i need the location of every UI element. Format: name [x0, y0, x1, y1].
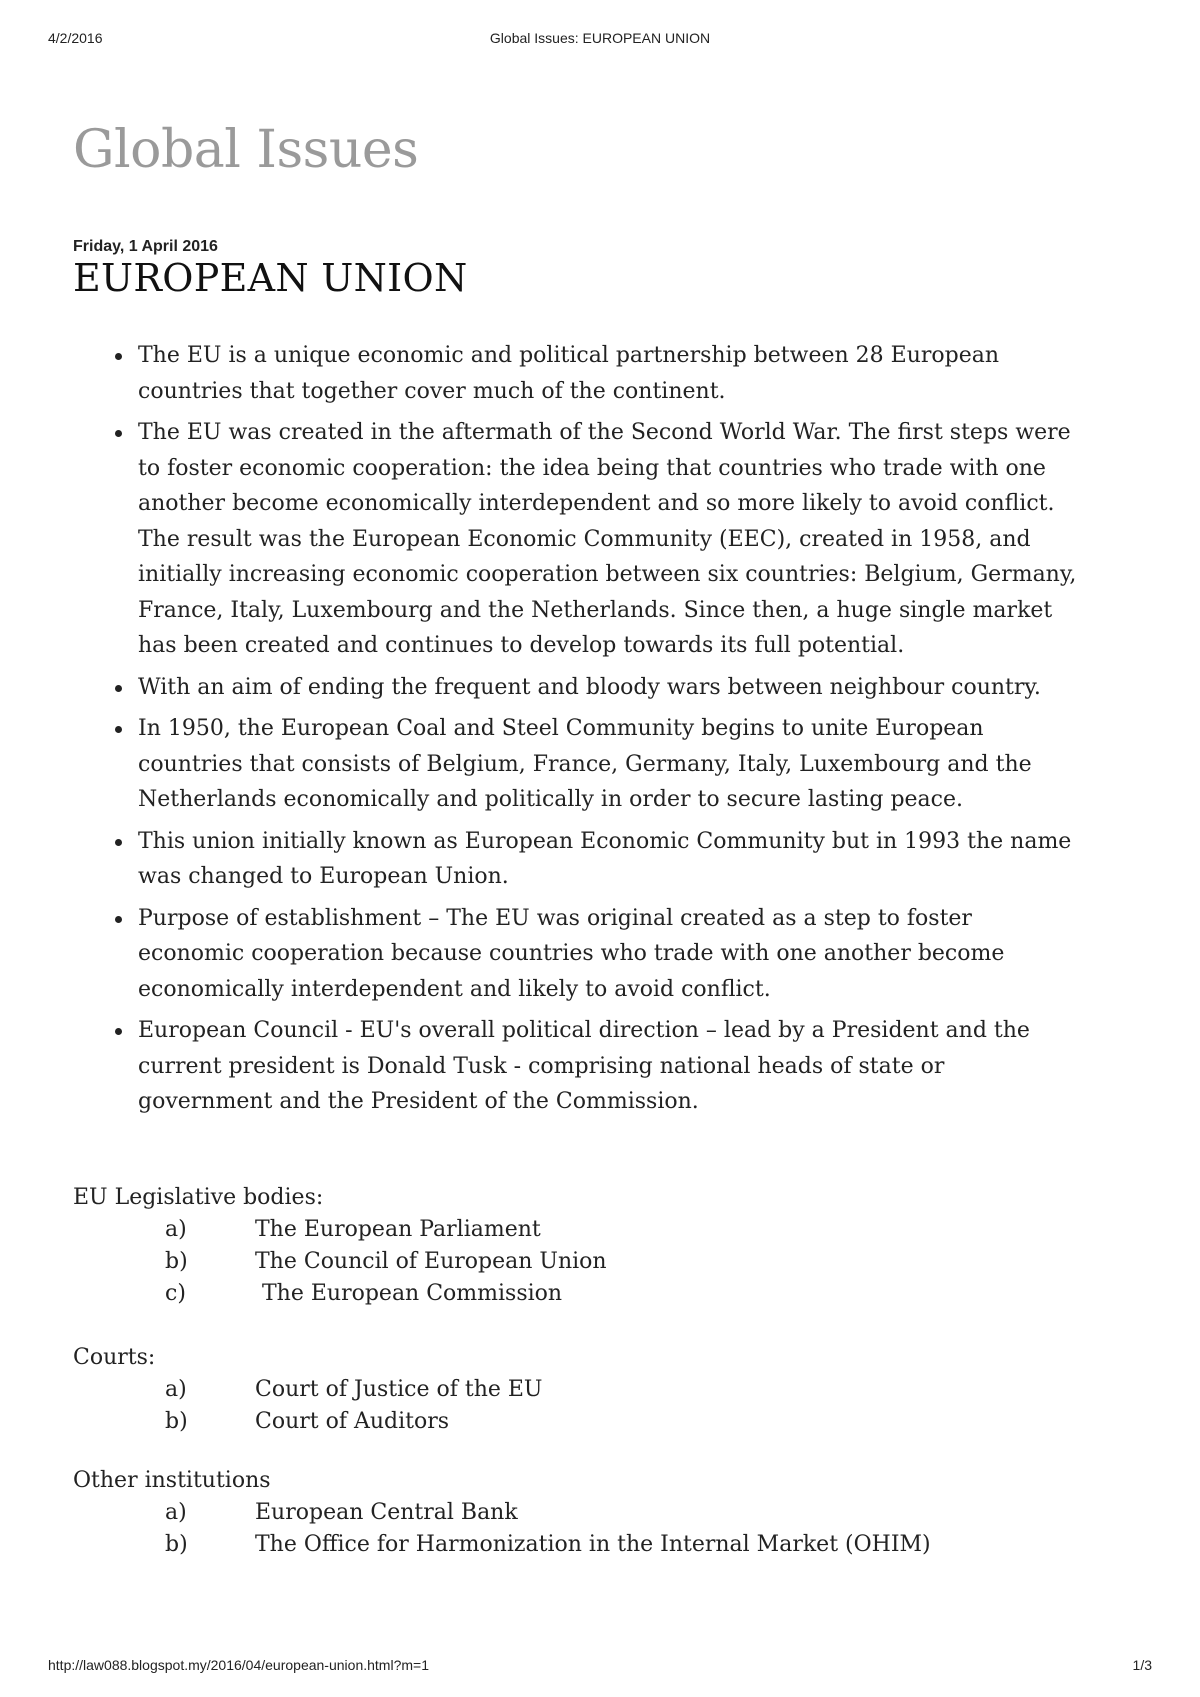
page-url[interactable]: http://law088.blogspot.my/2016/04/european-union.html?m=1 [48, 1657, 429, 1673]
page-number: 1/3 [1132, 1657, 1152, 1673]
courts-heading: Courts: [73, 1344, 156, 1370]
legislative-item [73, 1214, 1083, 1246]
legislative-item [73, 1246, 1083, 1278]
institution-item [73, 1529, 1083, 1561]
blog-title[interactable]: Global Issues [73, 120, 419, 180]
bullet-list [73, 338, 1083, 1120]
print-page-title: Global Issues: EUROPEAN UNION [489, 30, 711, 46]
item-marker: b) [165, 1408, 188, 1434]
legislative-bodies-section [73, 1182, 1083, 1310]
institution-item [73, 1497, 1083, 1529]
other-institutions-section [73, 1465, 1083, 1561]
item-text: Court of Justice of the EU [255, 1376, 543, 1402]
list-item [138, 338, 1083, 409]
court-item [73, 1406, 1083, 1438]
bullet-icon [115, 685, 122, 692]
item-text: The Council of European Union [255, 1248, 607, 1274]
item-text: Court of Auditors [255, 1408, 450, 1434]
list-item [138, 670, 1083, 706]
print-footer [48, 1657, 1152, 1677]
list-item-text: The EU is a unique economic and political partnership between 28 European countries that together cover much of the continent. [138, 343, 1000, 404]
print-header [48, 30, 1152, 50]
bullet-icon [115, 430, 122, 437]
list-item-text: Purpose of establishment – The EU was original created as a step to foster economic cooperation because countries who trade with one another become economically interdependent and likely to avoid conflict. [138, 905, 1005, 1002]
legislative-bodies-heading: EU Legislative bodies: [73, 1184, 324, 1210]
list-item [138, 901, 1083, 1008]
list-item [138, 1013, 1083, 1120]
bullet-icon [115, 916, 122, 923]
courts-section [73, 1342, 1083, 1438]
list-item-text: This union initially known as European Economic Community but in 1993 the name was changed to European Union. [138, 828, 1072, 889]
list-item-text: European Council - EU's overall political direction – lead by a President and the current president is Donald Tusk - comprising national heads of state or government and the President of the Commission. [138, 1018, 1030, 1114]
list-item [138, 824, 1083, 895]
item-marker: a) [165, 1376, 187, 1402]
item-marker: b) [165, 1531, 188, 1557]
other-institutions-heading: Other institutions [73, 1467, 271, 1493]
item-marker: c) [165, 1280, 186, 1306]
bullet-icon [115, 726, 122, 733]
list-item-text: In 1950, the European Coal and Steel Community begins to unite European countries that consists of Belgium, France, Germany, Italy, Luxembourg and the Netherlands economically and politically in order to secure lasting peace. [138, 716, 1032, 812]
court-item [73, 1374, 1083, 1406]
list-item-text: The EU was created in the aftermath of the Second World War. The first steps were to foster economic cooperation: the idea being that countries who trade with one another become economically interdependent and so more likely to avoid conflict. The result was the European Economic Community (EEC), created in 1958, and initially increasing economic cooperation between six countries: Belgium, Germany, France, Italy, Luxembourg and the Netherlands. Since then, a huge single market has been created and continues to develop towards its full potential. [138, 420, 1077, 658]
list-item-text: With an aim of ending the frequent and bloody wars between neighbour country. [138, 674, 1041, 700]
item-text: The European Commission [255, 1280, 563, 1306]
list-item [138, 711, 1083, 818]
post-date: Friday, 1 April 2016 [73, 238, 218, 255]
post-body [73, 338, 1083, 1561]
item-marker: a) [165, 1499, 187, 1525]
item-marker: b) [165, 1248, 188, 1274]
post-title[interactable]: EUROPEAN UNION [73, 256, 468, 300]
bullet-icon [115, 839, 122, 846]
bullet-icon [115, 353, 122, 360]
bullet-icon [115, 1028, 122, 1035]
item-marker: a) [165, 1216, 187, 1242]
item-text: European Central Bank [255, 1499, 518, 1525]
item-text: The Office for Harmonization in the Internal Market (OHIM) [255, 1531, 931, 1557]
item-text: The European Parliament [255, 1216, 541, 1242]
print-date: 4/2/2016 [48, 30, 103, 46]
list-item [138, 415, 1083, 664]
legislative-item [73, 1278, 1083, 1310]
